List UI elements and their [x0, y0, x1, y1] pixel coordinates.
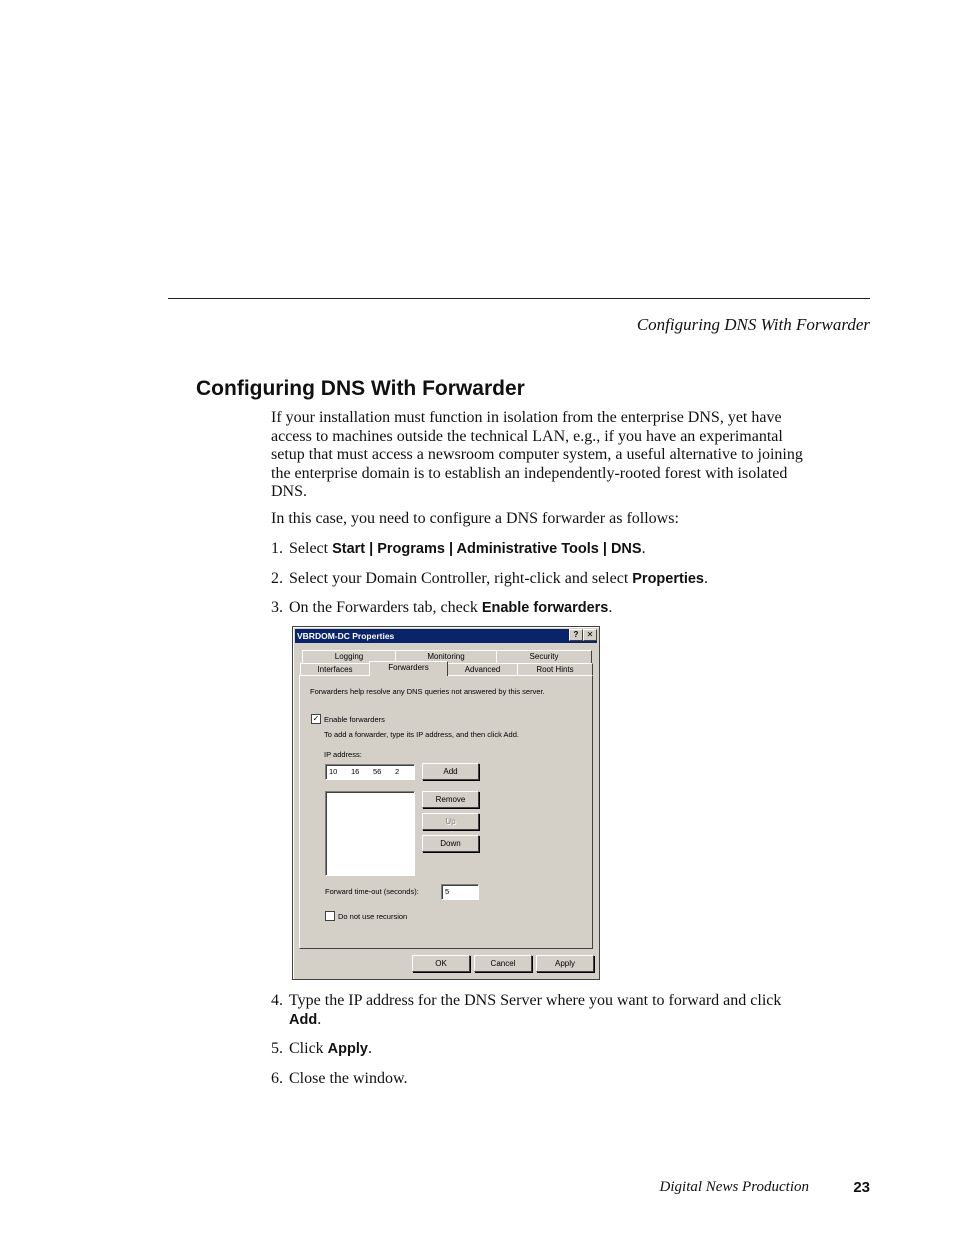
tab-forwarders[interactable]: Forwarders: [369, 661, 448, 676]
step-number: 1.: [271, 540, 283, 557]
tab-logging[interactable]: Logging: [302, 650, 396, 663]
ip-octet-3: 56: [373, 767, 382, 776]
header-rule: [168, 298, 870, 299]
step-6: [271, 1070, 816, 1089]
up-button[interactable]: Up: [422, 813, 479, 830]
intro-paragraph: If your installation must function in isolation from the enterprise DNS, yet have access to machines outside the technical LAN, e.g., if you have an experimantal setup that must access a newsroom computer system, a useful alternative to joining the enterprise domain is to establish an independently-rooted forest with isolated DNS.: [271, 409, 803, 501]
ui-command: Apply: [327, 1041, 368, 1057]
lead-in-paragraph: In this case, you need to configure a DNS forwarder as follows:: [271, 510, 679, 527]
dialog-title: VBRDOM-DC Properties: [297, 631, 395, 641]
step-text: Select your Domain Controller, right-click and select: [289, 570, 633, 587]
ui-command: Start | Programs | Administrative Tools | DNS: [332, 541, 642, 557]
step-punct: .: [608, 599, 613, 616]
ui-command: Enable forwarders: [481, 600, 609, 616]
tab-root-hints[interactable]: Root Hints: [517, 663, 593, 676]
step-text: Close the window.: [289, 1070, 408, 1087]
tab-advanced[interactable]: Advanced: [447, 663, 518, 676]
ip-octet-4: 2: [395, 767, 400, 776]
ip-address-input[interactable]: [325, 764, 415, 780]
step-punct: .: [641, 540, 646, 557]
tab-security[interactable]: Security: [496, 650, 592, 663]
timeout-input[interactable]: [441, 884, 479, 900]
remove-button[interactable]: Remove: [422, 791, 479, 808]
step-4: [271, 992, 816, 1029]
ui-command: Add: [289, 1011, 318, 1028]
tab-monitoring[interactable]: Monitoring: [395, 650, 497, 663]
ip-octet-2: 16: [351, 767, 360, 776]
ip-octet-1: 10: [329, 767, 338, 776]
timeout-value: 5: [445, 887, 450, 896]
ok-button[interactable]: OK: [412, 955, 470, 972]
forwarders-list[interactable]: [325, 791, 415, 876]
section-title: Configuring DNS With Forwarder: [196, 377, 525, 400]
apply-button[interactable]: Apply: [536, 955, 594, 972]
step-2: [271, 570, 816, 589]
ip-address-label: IP address:: [324, 750, 362, 759]
add-button[interactable]: Add: [422, 763, 479, 780]
close-button[interactable]: ✕: [583, 629, 597, 641]
step-punct: .: [704, 570, 708, 587]
ui-command: Properties: [632, 571, 704, 587]
cancel-button[interactable]: Cancel: [474, 955, 532, 972]
step-number: 6.: [271, 1070, 283, 1087]
step-number: 2.: [271, 570, 283, 587]
add-instruction: To add a forwarder, type its IP address, and then click Add.: [324, 730, 519, 739]
step-number: 5.: [271, 1040, 283, 1057]
running-header: Configuring DNS With Forwarder: [636, 315, 870, 334]
no-recursion-label: Do not use recursion: [338, 912, 408, 921]
page-number: 23: [853, 1179, 870, 1196]
step-3: [271, 599, 816, 618]
tab-interfaces[interactable]: Interfaces: [300, 663, 370, 676]
timeout-label: Forward time-out (seconds):: [325, 887, 419, 896]
step-text: Select: [289, 540, 333, 557]
forwarders-description: Forwarders help resolve any DNS queries not answered by this server.: [310, 687, 545, 696]
step-number: 3.: [271, 599, 283, 616]
step-text: Type the IP address for the DNS Server where you want to forward and click: [289, 992, 782, 1009]
no-recursion-checkbox[interactable]: [325, 911, 335, 921]
step-punct: .: [367, 1040, 372, 1057]
step-punct: .: [317, 1010, 322, 1028]
footer-book-title: Digital News Production: [659, 1179, 809, 1195]
step-5: [271, 1040, 816, 1059]
step-number: 4.: [271, 992, 283, 1009]
properties-dialog: [292, 626, 600, 980]
enable-forwarders-label: Enable forwarders: [324, 715, 385, 724]
enable-forwarders-checkbox[interactable]: ✓: [312, 714, 320, 723]
step-1: [271, 540, 816, 559]
down-button[interactable]: Down: [422, 835, 479, 852]
dialog-titlebar: [295, 629, 597, 643]
help-button[interactable]: ?: [569, 629, 583, 641]
step-text: On the Forwarders tab, check: [289, 599, 482, 616]
step-text: Click: [289, 1040, 328, 1057]
